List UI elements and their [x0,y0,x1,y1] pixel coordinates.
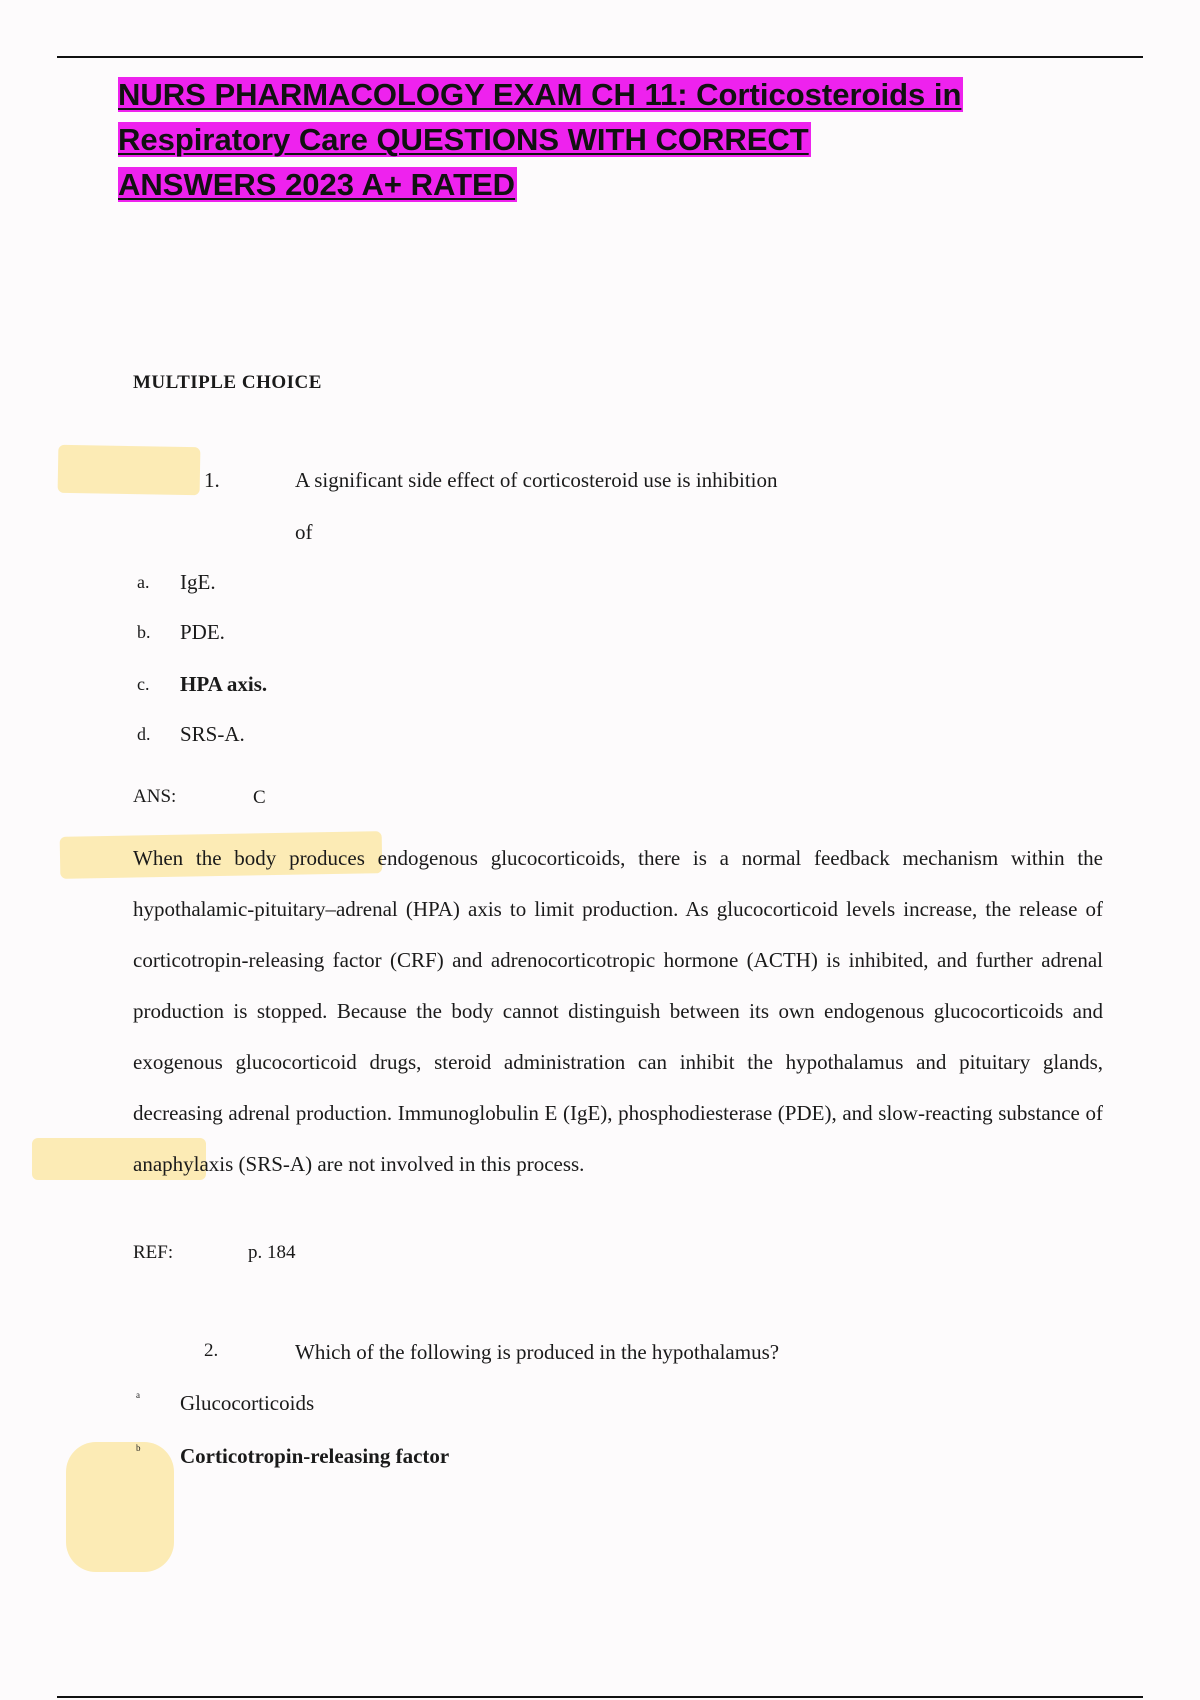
option-c-letter: c. [137,674,150,694]
marker-highlight-1 [58,445,201,495]
question-2-number: 2. [204,1340,219,1361]
reference-label: REF: [133,1242,174,1263]
reference-value: p. 184 [248,1242,296,1263]
bottom-rule [57,1696,1143,1698]
question-1-text-line-1: A significant side effect of corticosteroid use is inhibition [295,468,778,492]
answer-value: C [253,787,266,808]
option-d-text: SRS-A. [180,722,245,746]
title-line-2: Respiratory Care QUESTIONS WITH CORRECT [118,122,809,157]
question-2-text: Which of the following is produced in the hypothalamus? [295,1340,780,1364]
answer-explanation: When the body produces endogenous glucocorticoids, there is a normal feedback mechanism within the hypothalamic-pituitary–adrenal (HPA) axis to limit production. As glucocorticoid levels increase, the release of corticotropin-releasing factor (CRF) and adrenocorticotropic hormone (ACTH) is inhibited, and further adrenal production is stopped. Because the body cannot distinguish between its own endogenous glucocorticoids and exogenous glucocorticoid drugs, steroid administration can inhibit the hypothalamus and pituitary glands, decreasing adrenal production. Immunoglobulin E (IgE), phosphodiesterase (PDE), and slow-reacting substance of anaphylaxis (SRS-A) are not involved in this process. [133,846,1103,1176]
title-line-1: NURS PHARMACOLOGY EXAM CH 11: Corticosteroids in [118,77,962,112]
q2-option-a-letter: a [136,1390,140,1400]
section-heading: MULTIPLE CHOICE [133,372,322,393]
question-1-text-line-2: of [295,520,313,544]
q2-option-b-letter: b [136,1443,141,1453]
option-a-letter: a. [137,572,150,592]
option-d-letter: d. [137,724,151,744]
option-b-letter: b. [137,622,151,642]
option-b-text: PDE. [180,620,225,644]
answer-label: ANS: [133,786,177,807]
q2-option-a-text: Glucocorticoids [180,1391,315,1415]
document-title [118,72,1118,207]
title-line-3: ANSWERS 2023 A+ RATED [118,167,516,202]
marker-highlight-4 [66,1442,174,1572]
option-a-text: IgE. [180,570,216,594]
question-1-number: 1. [204,468,220,492]
option-c-text: HPA axis. [180,672,268,696]
top-rule [57,56,1143,58]
q2-option-b-text: Corticotropin-releasing factor [180,1444,450,1468]
